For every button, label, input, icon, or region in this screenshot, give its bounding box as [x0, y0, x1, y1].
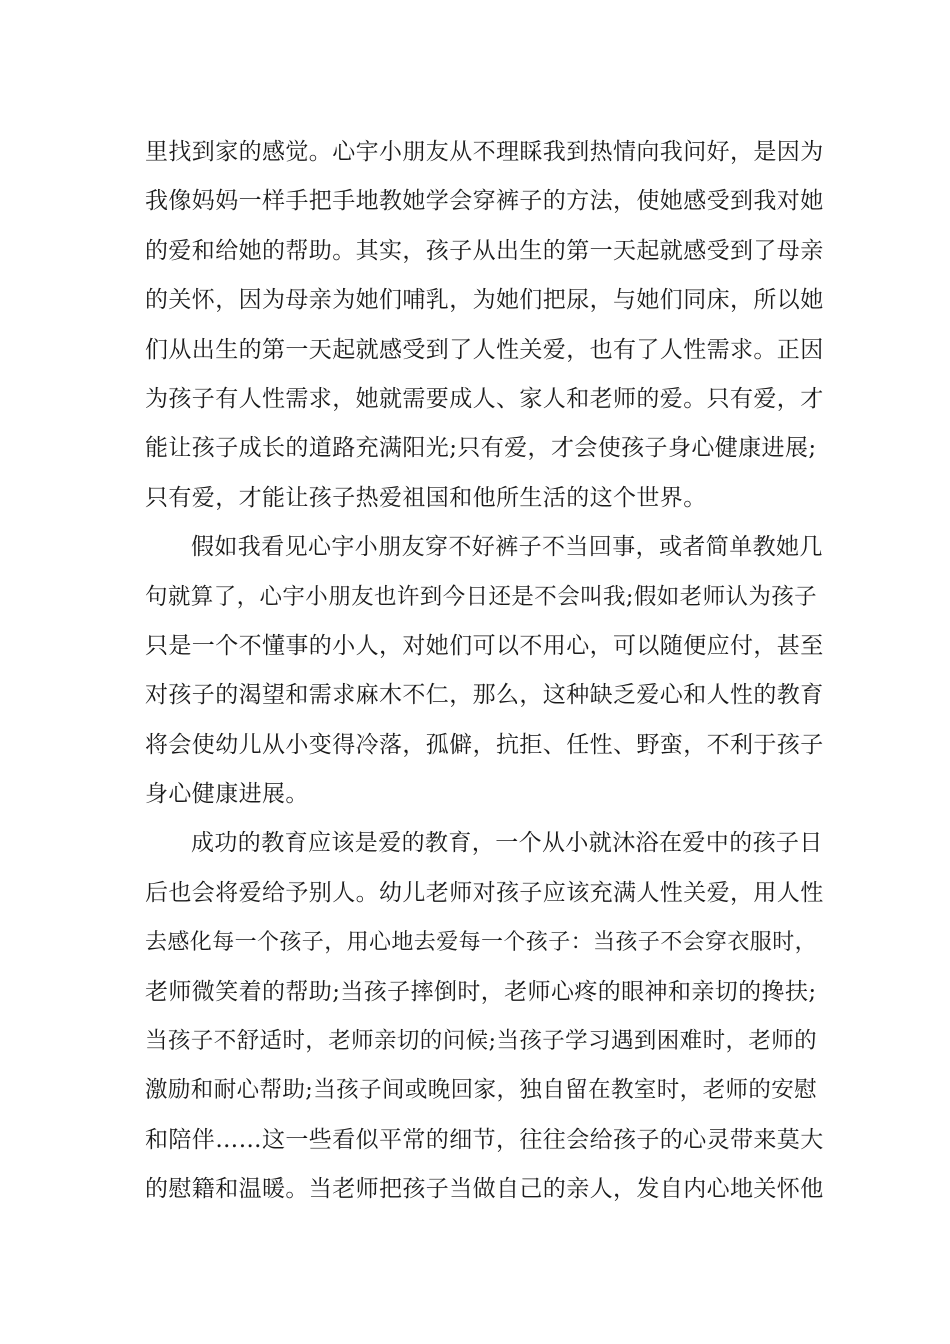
text-line: 的关怀，因为母亲为她们哺乳，为她们把尿，与她们同床，所以她	[145, 287, 824, 314]
text-line: 和陪伴……这一些看似平常的细节，往往会给孩子的心灵带来莫大	[145, 1126, 824, 1153]
text-line: 的慰籍和温暖。当老师把孩子当做自己的亲人，发自内心地关怀他	[145, 1176, 824, 1203]
text-line: 句就算了，心宇小朋友也许到今日还是不会叫我;假如老师认为孩子	[145, 583, 818, 610]
text-line: 能让孩子成长的道路充满阳光;只有爱，才会使孩子身心健康进展;	[145, 435, 817, 462]
text-line: 老师微笑着的帮助;当孩子摔倒时，老师心疼的眼神和亲切的搀扶;	[145, 978, 817, 1005]
text-line: 将会使幼儿从小变得冷落，孤僻，抗拒、任性、野蛮，不利于孩子	[145, 731, 824, 758]
text-line: 对孩子的渴望和需求麻木不仁，那么，这种缺乏爱心和人性的教育	[145, 682, 824, 709]
paragraph-start-line: 假如我看见心宇小朋友穿不好裤子不当回事，或者简单教她几	[191, 534, 823, 561]
text-line: 当孩子不舒适时，老师亲切的问候;当孩子学习遇到困难时，老师的	[145, 1028, 818, 1055]
text-line: 的爱和给她的帮助。其实，孩子从出生的第一天起就感受到了母亲	[145, 237, 824, 264]
text-line: 里找到家的感觉。心宇小朋友从不理睬我到热情向我问好，是因为	[145, 139, 824, 165]
text-line: 去感化每一个孩子，用心地去爱每一个孩子：当孩子不会穿衣服时，	[145, 930, 818, 956]
text-line: 我像妈妈一样手把手地教她学会穿裤子的方法，使她感受到我对她	[145, 188, 824, 215]
text-line: 只有爱，才能让孩子热爱祖国和他所生活的这个世界。	[145, 484, 707, 511]
text-line: 后也会将爱给予别人。幼儿老师对孩子应该充满人性关爱，用人性	[145, 879, 824, 906]
text-line: 们从出生的第一天起就感受到了人性关爱，也有了人性需求。正因	[145, 336, 824, 363]
text-line: 激励和耐心帮助;当孩子间或晚回家，独自留在教室时，老师的安慰	[145, 1077, 818, 1104]
document-body	[145, 128, 825, 1215]
paragraph-start-line: 成功的教育应该是爱的教育，一个从小就沐浴在爱中的孩子日	[191, 830, 823, 857]
text-line: 只是一个不懂事的小人，对她们可以不用心，可以随便应付，甚至	[145, 632, 824, 659]
text-line: 身心健康进展。	[145, 781, 309, 808]
text-line: 为孩子有人性需求，她就需要成人、家人和老师的爱。只有爱，才	[145, 385, 824, 412]
